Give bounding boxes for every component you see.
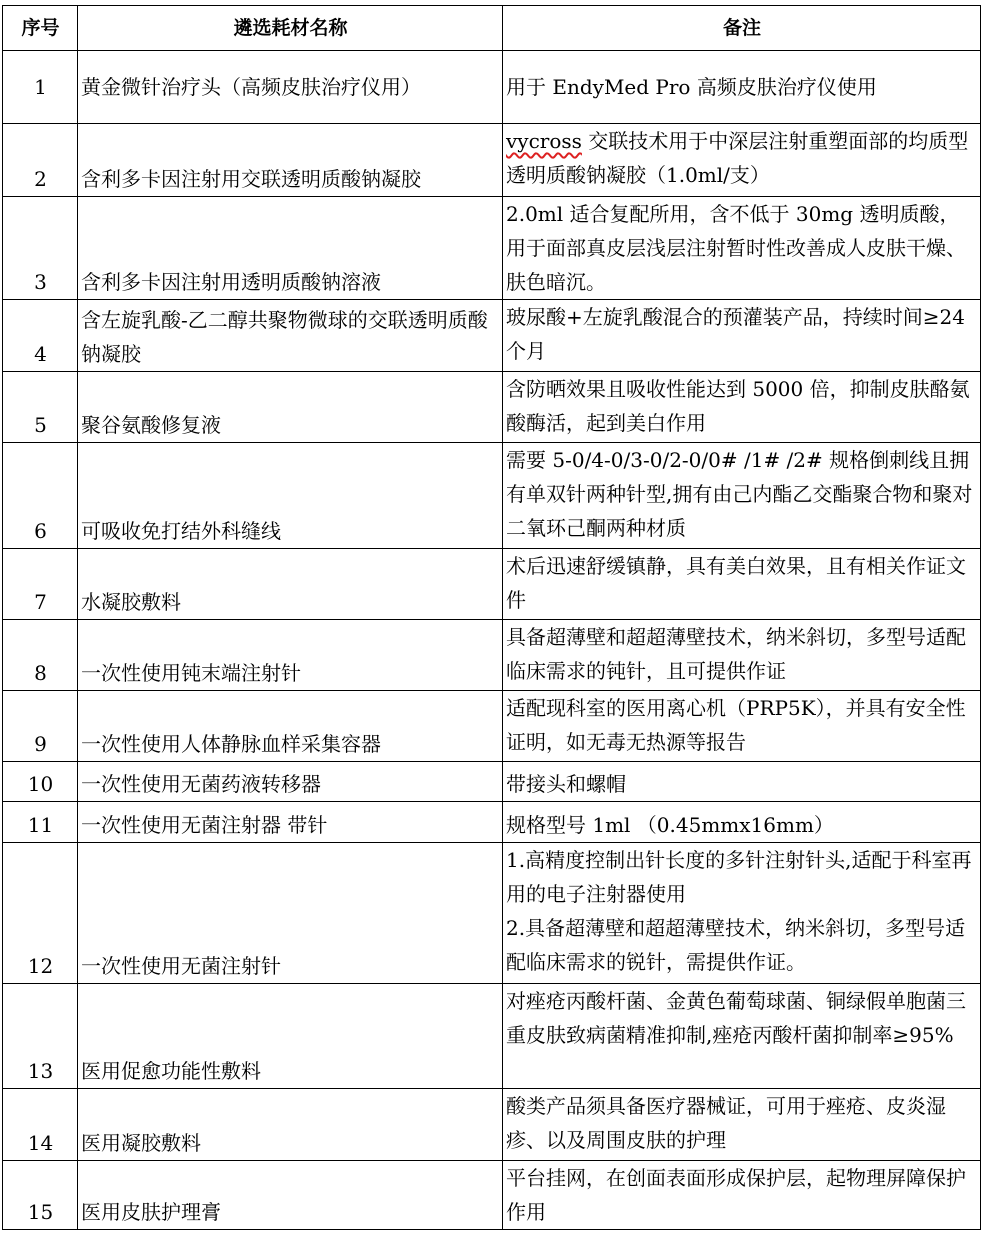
table-row [3,1089,981,1161]
item-note: 酸类产品须具备医疗器械证，可用于痤疮、皮炎湿疹、以及周围皮肤的护理 [503,1089,981,1161]
item-name: 医用凝胶敷料 [78,1089,503,1161]
row-number: 4 [3,300,78,372]
row-number: 3 [3,197,78,300]
row-number: 6 [3,443,78,549]
item-name: 一次性使用钝末端注射针 [78,620,503,691]
row-number: 9 [3,691,78,762]
item-name: 含利多卡因注射用交联透明质酸钠凝胶 [78,124,503,197]
item-name: 医用促愈功能性敷料 [78,984,503,1089]
row-number: 5 [3,372,78,443]
table-row [3,372,981,443]
table-row [3,843,981,984]
table-row [3,762,981,802]
row-number: 13 [3,984,78,1089]
table-row [3,51,981,124]
item-note: 需要 5-0/4-0/3-0/2-0/0# /1# /2# 规格倒刺线且拥有单双针两种针型,拥有由己内酯乙交酯聚合物和聚对二氧环己酮两种材质 [503,443,981,549]
item-note [503,843,981,984]
item-note: 平台挂网，在创面表面形成保护层，起物理屏障保护作用 [503,1161,981,1230]
item-note [503,124,981,197]
item-name: 聚谷氨酸修复液 [78,372,503,443]
table-row [3,620,981,691]
table-row [3,549,981,620]
header-name: 遴选耗材名称 [78,6,503,51]
table-row [3,443,981,549]
table-row [3,197,981,300]
table-row [3,1161,981,1230]
row-number: 8 [3,620,78,691]
row-number: 15 [3,1161,78,1230]
row-number: 1 [3,51,78,124]
item-note: 对痤疮丙酸杆菌、金黄色葡萄球菌、铜绿假单胞菌三重皮肤致病菌精准抑制,痤疮丙酸杆菌抑制率≥95% [503,984,981,1089]
item-name: 黄金微针治疗头（高频皮肤治疗仪用） [78,51,503,124]
item-name: 医用皮肤护理膏 [78,1161,503,1230]
item-note: 玻尿酸+左旋乳酸混合的预灌装产品，持续时间≥24 个月 [503,300,981,372]
table-row [3,691,981,762]
item-name: 一次性使用无菌注射器 带针 [78,802,503,843]
row-number: 2 [3,124,78,197]
row-number: 7 [3,549,78,620]
item-name: 含利多卡因注射用透明质酸钠溶液 [78,197,503,300]
header-no: 序号 [3,6,78,51]
item-note: 规格型号 1ml （0.45mmx16mm） [503,802,981,843]
item-note: 术后迅速舒缓镇静，具有美白效果，且有相关作证文件 [503,549,981,620]
item-name: 一次性使用无菌药液转移器 [78,762,503,802]
header-note: 备注 [503,6,981,51]
row-number: 12 [3,843,78,984]
table-row [3,802,981,843]
row-number: 14 [3,1089,78,1161]
item-note: 用于 EndyMed Pro 高频皮肤治疗仪使用 [503,51,981,124]
item-name: 可吸收免打结外科缝线 [78,443,503,549]
consumables-table [2,5,981,1230]
item-name: 一次性使用人体静脉血样采集容器 [78,691,503,762]
table-row [3,984,981,1089]
item-note: 2.0ml 适合复配所用，含不低于 30mg 透明质酸，用于面部真皮层浅层注射暂时性改善成人皮肤干燥、肤色暗沉。 [503,197,981,300]
item-note: 具备超薄壁和超超薄壁技术，纳米斜切，多型号适配临床需求的钝针，且可提供作证 [503,620,981,691]
table-row [3,124,981,197]
header-row [3,6,981,51]
row-number: 11 [3,802,78,843]
note-line-2: 2.具备超薄壁和超超薄壁技术，纳米斜切，多型号适配临床需求的锐针，需提供作证。 [506,916,966,974]
item-name: 含左旋乳酸-乙二醇共聚物微球的交联透明质酸钠凝胶 [78,300,503,372]
table-row [3,300,981,372]
note-text: 交联技术用于中深层注射重塑面部的均质型透明质酸钠凝胶（1.0ml/支） [506,129,969,187]
item-note: 带接头和螺帽 [503,762,981,802]
note-line-1: 1.高精度控制出针长度的多针注射针头,适配于科室再用的电子注射器使用 [506,848,972,906]
item-name: 水凝胶敷料 [78,549,503,620]
item-name: 一次性使用无菌注射针 [78,843,503,984]
row-number: 10 [3,762,78,802]
note-term: vycross [506,129,582,153]
item-note: 适配现科室的医用离心机（PRP5K），并具有安全性证明，如无毒无热源等报告 [503,691,981,762]
item-note: 含防晒效果且吸收性能达到 5000 倍，抑制皮肤酪氨酸酶活，起到美白作用 [503,372,981,443]
